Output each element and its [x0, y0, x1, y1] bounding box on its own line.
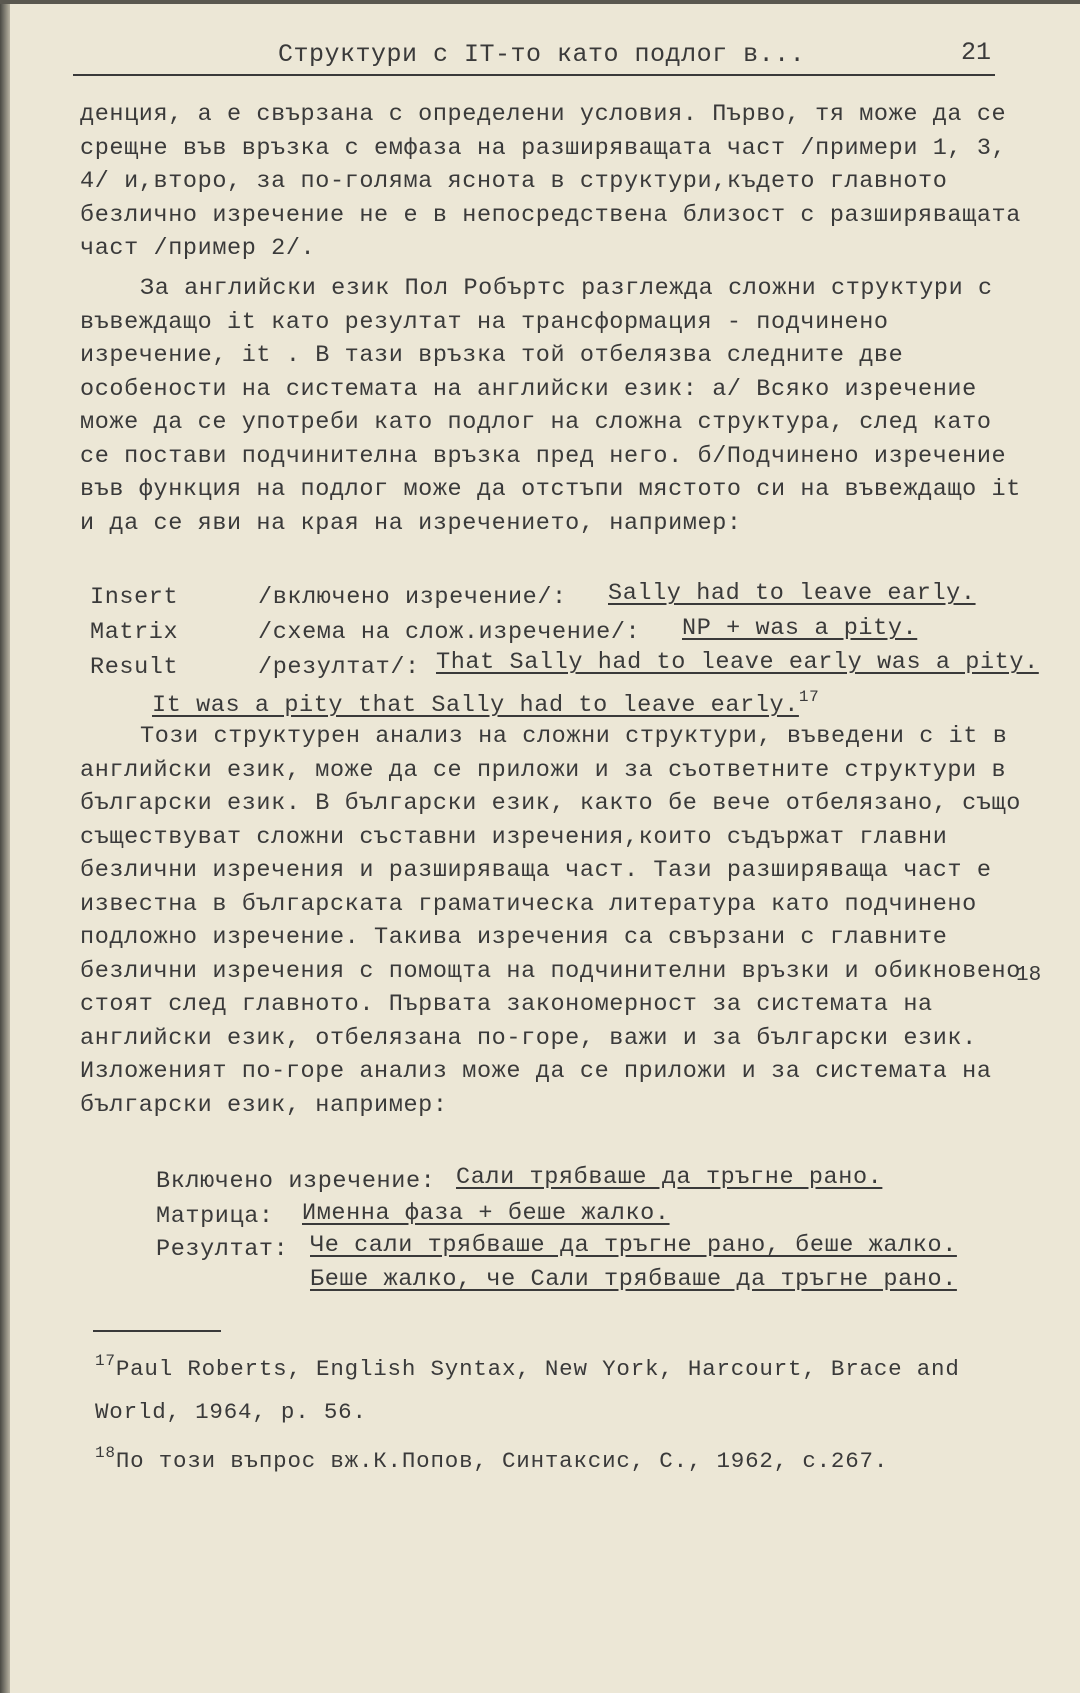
example-continuation: Беше жалко, че Сали трябваше да тръгне рано. — [310, 1266, 957, 1293]
example-label: Резултат: — [156, 1236, 289, 1263]
footnote-ref-17: 17 — [798, 688, 820, 706]
running-header — [73, 30, 1000, 76]
paragraph-1: денция, а е свързана с определени условия. Първо, тя може да се срещне във връзка с емфаза на разширяващата част /примери 1, 3, 4/ и,второ, за по-голяма яснота в структури,където главното безлично изречение не е в непосредствена близост с разширяващата част /пример 2/. — [80, 101, 1021, 262]
example-gloss: /включено изречение/: — [258, 584, 567, 611]
footnote-text: По този въпрос вж.К.Попов, Синтаксис, С., 1962, с.267. — [115, 1448, 889, 1474]
example-value: Именна фаза + беше жалко. — [302, 1200, 670, 1227]
footnote-18 — [95, 1432, 1015, 1483]
example-value: That Sally had to leave early was a pity. — [436, 649, 1039, 676]
example-value: Че сали трябваше да тръгне рано, беше жалко. — [310, 1232, 957, 1259]
header-rule — [73, 74, 995, 76]
page-number: 21 — [961, 38, 992, 67]
paragraph-2 — [80, 272, 1030, 540]
footnote-rule — [93, 1330, 221, 1332]
example-term: Insert — [90, 584, 179, 611]
footnote-number: 17 — [95, 1352, 116, 1370]
paragraph-3-text: Този структурен анализ на сложни структури, въведени с it в английски език, може да се приложи и за съответните структури в български език. В български език, както бе вече отбелязано, също съществуват сложни съставни изречения,които съдържат главни безлични изречения и разширяваща част. Тази разширяваща част е известна в българската граматическа литература като подчинено подложно изречение. Такива изречения са свързани с главните безлични изречения с помощта на подчинителни връзки и обикновено стоят след главното. Първата закономерност за системата на английски език, отбелязана по-горе, важи и за български език. Изложеният по-горе анализ може да се приложи и за системата на български език, например: — [80, 723, 1021, 1119]
example-term: Matrix — [90, 619, 179, 646]
example-term: Result — [90, 654, 179, 681]
running-title: Структури с IT-то като подлог в... — [278, 40, 806, 69]
example-value: Сали трябваше да тръгне рано. — [456, 1164, 883, 1191]
example-value: NP + was a pity. — [682, 615, 918, 642]
example-gloss: /схема на слож.изречение/: — [258, 619, 641, 646]
footnote-number: 18 — [95, 1444, 116, 1462]
footnote-text: Paul Roberts, English Syntax, New York, Harcourt, Brace and World, 1964, p. 56. — [95, 1356, 960, 1425]
example-continuation — [152, 688, 819, 719]
margin-note: 18 — [1016, 964, 1042, 987]
example-value: Sally had to leave early. — [608, 580, 976, 607]
footnote-17 — [95, 1340, 1015, 1434]
paragraph-2-text: За английски език Пол Робъртс разглежда сложни структури с въвеждащо it като резултат на трансформация - подчинено изречение, it . В тази връзка той отбелязва следните две особености на системата на английски език: а/ Всяко изречение може да се употреби като подлог на сложна структура, след като се постави подчинителна връзка пред него. б/Подчинено изречение във функция на подлог може да отстъпи мястото си на въвеждащо it и да се яви на края на изречението, например: — [80, 275, 1021, 537]
example-continuation-text: It was a pity that Sally had to leave early. — [152, 692, 799, 719]
example-gloss: /резултат/: — [258, 654, 420, 681]
paragraph-3 — [80, 720, 1030, 1122]
page-binding-edge — [0, 0, 10, 1693]
example-label: Включено изречение: — [156, 1168, 436, 1195]
example-label: Матрица: — [156, 1203, 274, 1230]
page-top-edge — [0, 0, 1080, 4]
